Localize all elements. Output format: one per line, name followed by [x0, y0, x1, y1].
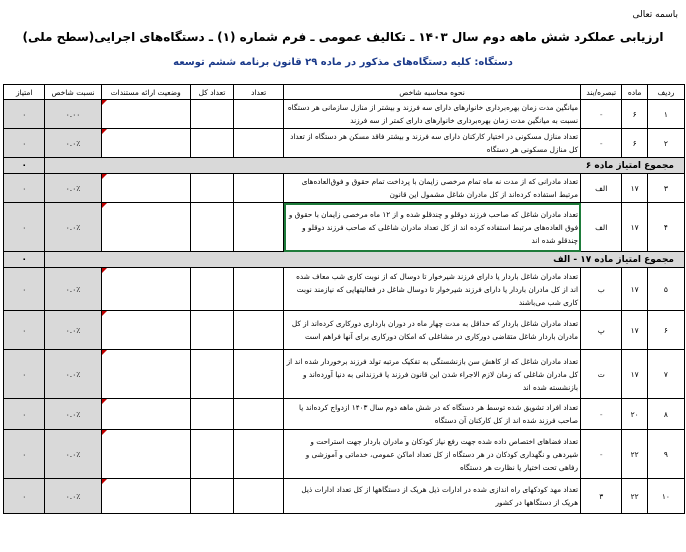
- evaluation-table: [3, 84, 685, 514]
- cell-total[interactable]: [190, 129, 233, 158]
- cell-ratio[interactable]: ۰.۰٪: [45, 479, 101, 514]
- cell-docs[interactable]: [101, 399, 190, 430]
- cell-clause[interactable]: ت: [581, 350, 622, 399]
- cell-score[interactable]: ۰: [4, 268, 45, 311]
- summary-row: [4, 252, 685, 268]
- cell-total[interactable]: [190, 203, 233, 252]
- header-ratio[interactable]: نسبت شاخص: [45, 85, 101, 100]
- cell-total[interactable]: [190, 430, 233, 479]
- table-row: [4, 350, 685, 399]
- table-row: [4, 129, 685, 158]
- cell-clause[interactable]: ب: [581, 268, 622, 311]
- cell-method-selected[interactable]: تعداد مادران شاغل که صاحب فرزند دوقلو و چندقلو شده و از ۱۲ ماه مرخصی زایمان با حقوق و فوق العاده‌های مرتبط استفاده کرده اند از کل تعداد مادران شاغلی که صاحب فرزند دوقلو و چندقلو شده اند: [284, 203, 581, 252]
- cell-method[interactable]: تعداد منازل مسکونی در اختیار کارکنان دارای سه فرزند و بیشتر فاقد مسکن هر دستگاه از تعداد کل منازل مسکونی هر دستگاه: [284, 129, 581, 158]
- cell-row-number[interactable]: ۳: [647, 174, 684, 203]
- cell-clause[interactable]: الف: [581, 174, 622, 203]
- cell-row-number[interactable]: ۴: [647, 203, 684, 252]
- cell-count[interactable]: [234, 350, 284, 399]
- cell-docs[interactable]: [101, 129, 190, 158]
- cell-score[interactable]: ۰: [4, 430, 45, 479]
- cell-method[interactable]: تعداد مادرانی که از مدت نه ماه تمام مرخصی زایمان با پرداخت تمام حقوق و فوق‌العاده‌های مرتبط استفاده کرده‌اند از کل مادران شاغل مشمول این قانون: [284, 174, 581, 203]
- top-note: باسمه تعالی: [632, 10, 678, 20]
- cell-clause[interactable]: -: [581, 100, 622, 129]
- cell-ratio[interactable]: ۰.۰٪: [45, 430, 101, 479]
- cell-clause[interactable]: پ: [581, 311, 622, 350]
- summary-label[interactable]: مجموع امتیاز ماده ۱۷ - الف: [45, 252, 685, 268]
- cell-row-number[interactable]: ۱۰: [647, 479, 684, 514]
- header-article[interactable]: ماده: [622, 85, 647, 100]
- cell-row-number[interactable]: ۸: [647, 399, 684, 430]
- cell-row-number[interactable]: ۲: [647, 129, 684, 158]
- cell-article[interactable]: ۱۷: [622, 350, 647, 399]
- cell-count[interactable]: [234, 203, 284, 252]
- cell-clause[interactable]: -: [581, 430, 622, 479]
- cell-count[interactable]: [234, 311, 284, 350]
- cell-docs[interactable]: [101, 311, 190, 350]
- cell-row-number[interactable]: ۶: [647, 311, 684, 350]
- table-row: [4, 311, 685, 350]
- cell-article[interactable]: ۶: [622, 129, 647, 158]
- cell-ratio[interactable]: ۰.۰۰: [45, 100, 101, 129]
- cell-count[interactable]: [234, 100, 284, 129]
- cell-article[interactable]: ۱۷: [622, 174, 647, 203]
- cell-docs[interactable]: [101, 479, 190, 514]
- cell-count[interactable]: [234, 129, 284, 158]
- table-row: [4, 399, 685, 430]
- cell-score[interactable]: ۰: [4, 174, 45, 203]
- cell-article[interactable]: ۱۷: [622, 203, 647, 252]
- cell-score[interactable]: ۰: [4, 129, 45, 158]
- cell-clause[interactable]: -: [581, 399, 622, 430]
- cell-clause[interactable]: ۳: [581, 479, 622, 514]
- cell-docs[interactable]: [101, 174, 190, 203]
- table-row: [4, 479, 685, 514]
- cell-ratio[interactable]: ۰.۰٪: [45, 268, 101, 311]
- cell-clause[interactable]: -: [581, 129, 622, 158]
- cell-method[interactable]: میانگین مدت زمان بهره‌برداری خانوارهای دارای سه فرزند و بیشتر از منازل سازمانی هر دستگاه نسبت به میانگین مدت زمان بهره‌برداری خانوارهای دارای کمتر از سه فرزند: [284, 100, 581, 129]
- cell-docs[interactable]: [101, 350, 190, 399]
- cell-method[interactable]: تعداد افراد تشویق شده توسط هر دستگاه که در شش ماهه دوم سال ۱۴۰۳ ازدواج کرده‌اند یا صاحب فرزند شده اند از کل کارکنان آن دستگاه: [284, 399, 581, 430]
- header-row: [4, 85, 685, 100]
- summary-score[interactable]: ۰: [4, 252, 45, 268]
- cell-ratio[interactable]: ۰.۰٪: [45, 399, 101, 430]
- cell-score[interactable]: ۰: [4, 311, 45, 350]
- cell-article[interactable]: ۶: [622, 100, 647, 129]
- header-count[interactable]: تعداد: [234, 85, 284, 100]
- cell-docs[interactable]: [101, 203, 190, 252]
- cell-method[interactable]: تعداد مادران شاغل باردار که حداقل به مدت چهار ماه در دوران بارداری دورکاری کرده‌اند از کل مادران باردار شاغل متقاضی دورکاری در مشاغلی که امکان دورکاری برای آنها فراهم است: [284, 311, 581, 350]
- cell-ratio[interactable]: ۰.۰٪: [45, 129, 101, 158]
- cell-ratio[interactable]: ۰.۰٪: [45, 174, 101, 203]
- cell-article[interactable]: ۱۷: [622, 268, 647, 311]
- cell-score[interactable]: ۰: [4, 350, 45, 399]
- header-total[interactable]: تعداد کل: [190, 85, 233, 100]
- cell-score[interactable]: ۰: [4, 479, 45, 514]
- table-row: [4, 430, 685, 479]
- cell-ratio[interactable]: ۰.۰٪: [45, 203, 101, 252]
- cell-ratio[interactable]: ۰.۰٪: [45, 311, 101, 350]
- cell-method[interactable]: تعداد مادران شاغل باردار یا دارای فرزند شیرخوار تا دوسال که از نوبت کاری شب معاف شده اند از کل مادران باردار یا دارای فرزند شیرخوار تا دوسال شاغل در فعالیتهایی که نیازمند نوبت کاری شب می‌باشند: [284, 268, 581, 311]
- page-subtitle: دستگاه: کلیه دستگاه‌های مذکور در ماده ۲۹ قانون برنامه ششم توسعه: [173, 57, 513, 68]
- cell-article[interactable]: ۲۲: [622, 479, 647, 514]
- header-score[interactable]: امتیاز: [4, 85, 45, 100]
- cell-docs[interactable]: [101, 430, 190, 479]
- summary-row: [4, 158, 685, 174]
- cell-total[interactable]: [190, 311, 233, 350]
- cell-score[interactable]: ۰: [4, 399, 45, 430]
- cell-article[interactable]: ۲۰: [622, 399, 647, 430]
- cell-score[interactable]: ۰: [4, 100, 45, 129]
- cell-article[interactable]: ۱۷: [622, 311, 647, 350]
- cell-row-number[interactable]: ۵: [647, 268, 684, 311]
- cell-count[interactable]: [234, 430, 284, 479]
- cell-count[interactable]: [234, 479, 284, 514]
- table-row: [4, 203, 685, 252]
- cell-docs[interactable]: [101, 268, 190, 311]
- cell-total[interactable]: [190, 479, 233, 514]
- cell-row-number[interactable]: ۷: [647, 350, 684, 399]
- cell-score[interactable]: ۰: [4, 203, 45, 252]
- summary-label[interactable]: مجموع امتیاز ماده ۶: [45, 158, 685, 174]
- header-docs[interactable]: وضعیت ارائه مستندات: [101, 85, 190, 100]
- cell-total[interactable]: [190, 100, 233, 129]
- header-row-number[interactable]: ردیف: [647, 85, 684, 100]
- page-title: ارزیابی عملکرد شش ماهه دوم سال ۱۴۰۳ ـ تکالیف عمومی ـ فرم شماره (۱) ـ دستگاه‌های اجرایی(سطح ملی): [22, 30, 664, 44]
- cell-method[interactable]: تعداد فضاهای اختصاص داده شده جهت رفع نیاز کودکان و مادران باردار جهت استراحت و شیردهی و نگهداری کودکان در هر دستگاه از کل تعداد اماکن عمومی، خدماتی و آموزشی و رفاهی تحت اختیار یا نظارت هر دستگاه: [284, 430, 581, 479]
- cell-method[interactable]: تعداد مهد کودکهای راه اندازی شده در ادارات ذیل هریک از دستگاهها از کل تعداد ادارات ذیل هریک از دستگاهها در کشور: [284, 479, 581, 514]
- cell-total[interactable]: [190, 268, 233, 311]
- summary-score[interactable]: ۰: [4, 158, 45, 174]
- cell-total[interactable]: [190, 174, 233, 203]
- header-clause[interactable]: تبصره/بند: [581, 85, 622, 100]
- table-row: [4, 174, 685, 203]
- cell-count[interactable]: [234, 268, 284, 311]
- cell-count[interactable]: [234, 174, 284, 203]
- cell-clause[interactable]: الف: [581, 203, 622, 252]
- cell-row-number[interactable]: ۹: [647, 430, 684, 479]
- cell-total[interactable]: [190, 350, 233, 399]
- header-method[interactable]: نحوه محاسبه شاخص: [284, 85, 581, 100]
- cell-row-number[interactable]: ۱: [647, 100, 684, 129]
- table-row: [4, 100, 685, 129]
- cell-method[interactable]: تعداد مادران شاغل که از کاهش سن بازنشستگی به تفکیک مرتبه تولد فرزند برخوردار شده اند از کل مادران شاغلی که زمان لازم الاجراء شدن این قانون فرزند یا فرزندانی به دنیا آورده‌اند و بازنشسته شده اند: [284, 350, 581, 399]
- cell-docs[interactable]: [101, 100, 190, 129]
- cell-ratio[interactable]: ۰.۰٪: [45, 350, 101, 399]
- cell-count[interactable]: [234, 399, 284, 430]
- table-row: [4, 268, 685, 311]
- cell-total[interactable]: [190, 399, 233, 430]
- cell-article[interactable]: ۲۲: [622, 430, 647, 479]
